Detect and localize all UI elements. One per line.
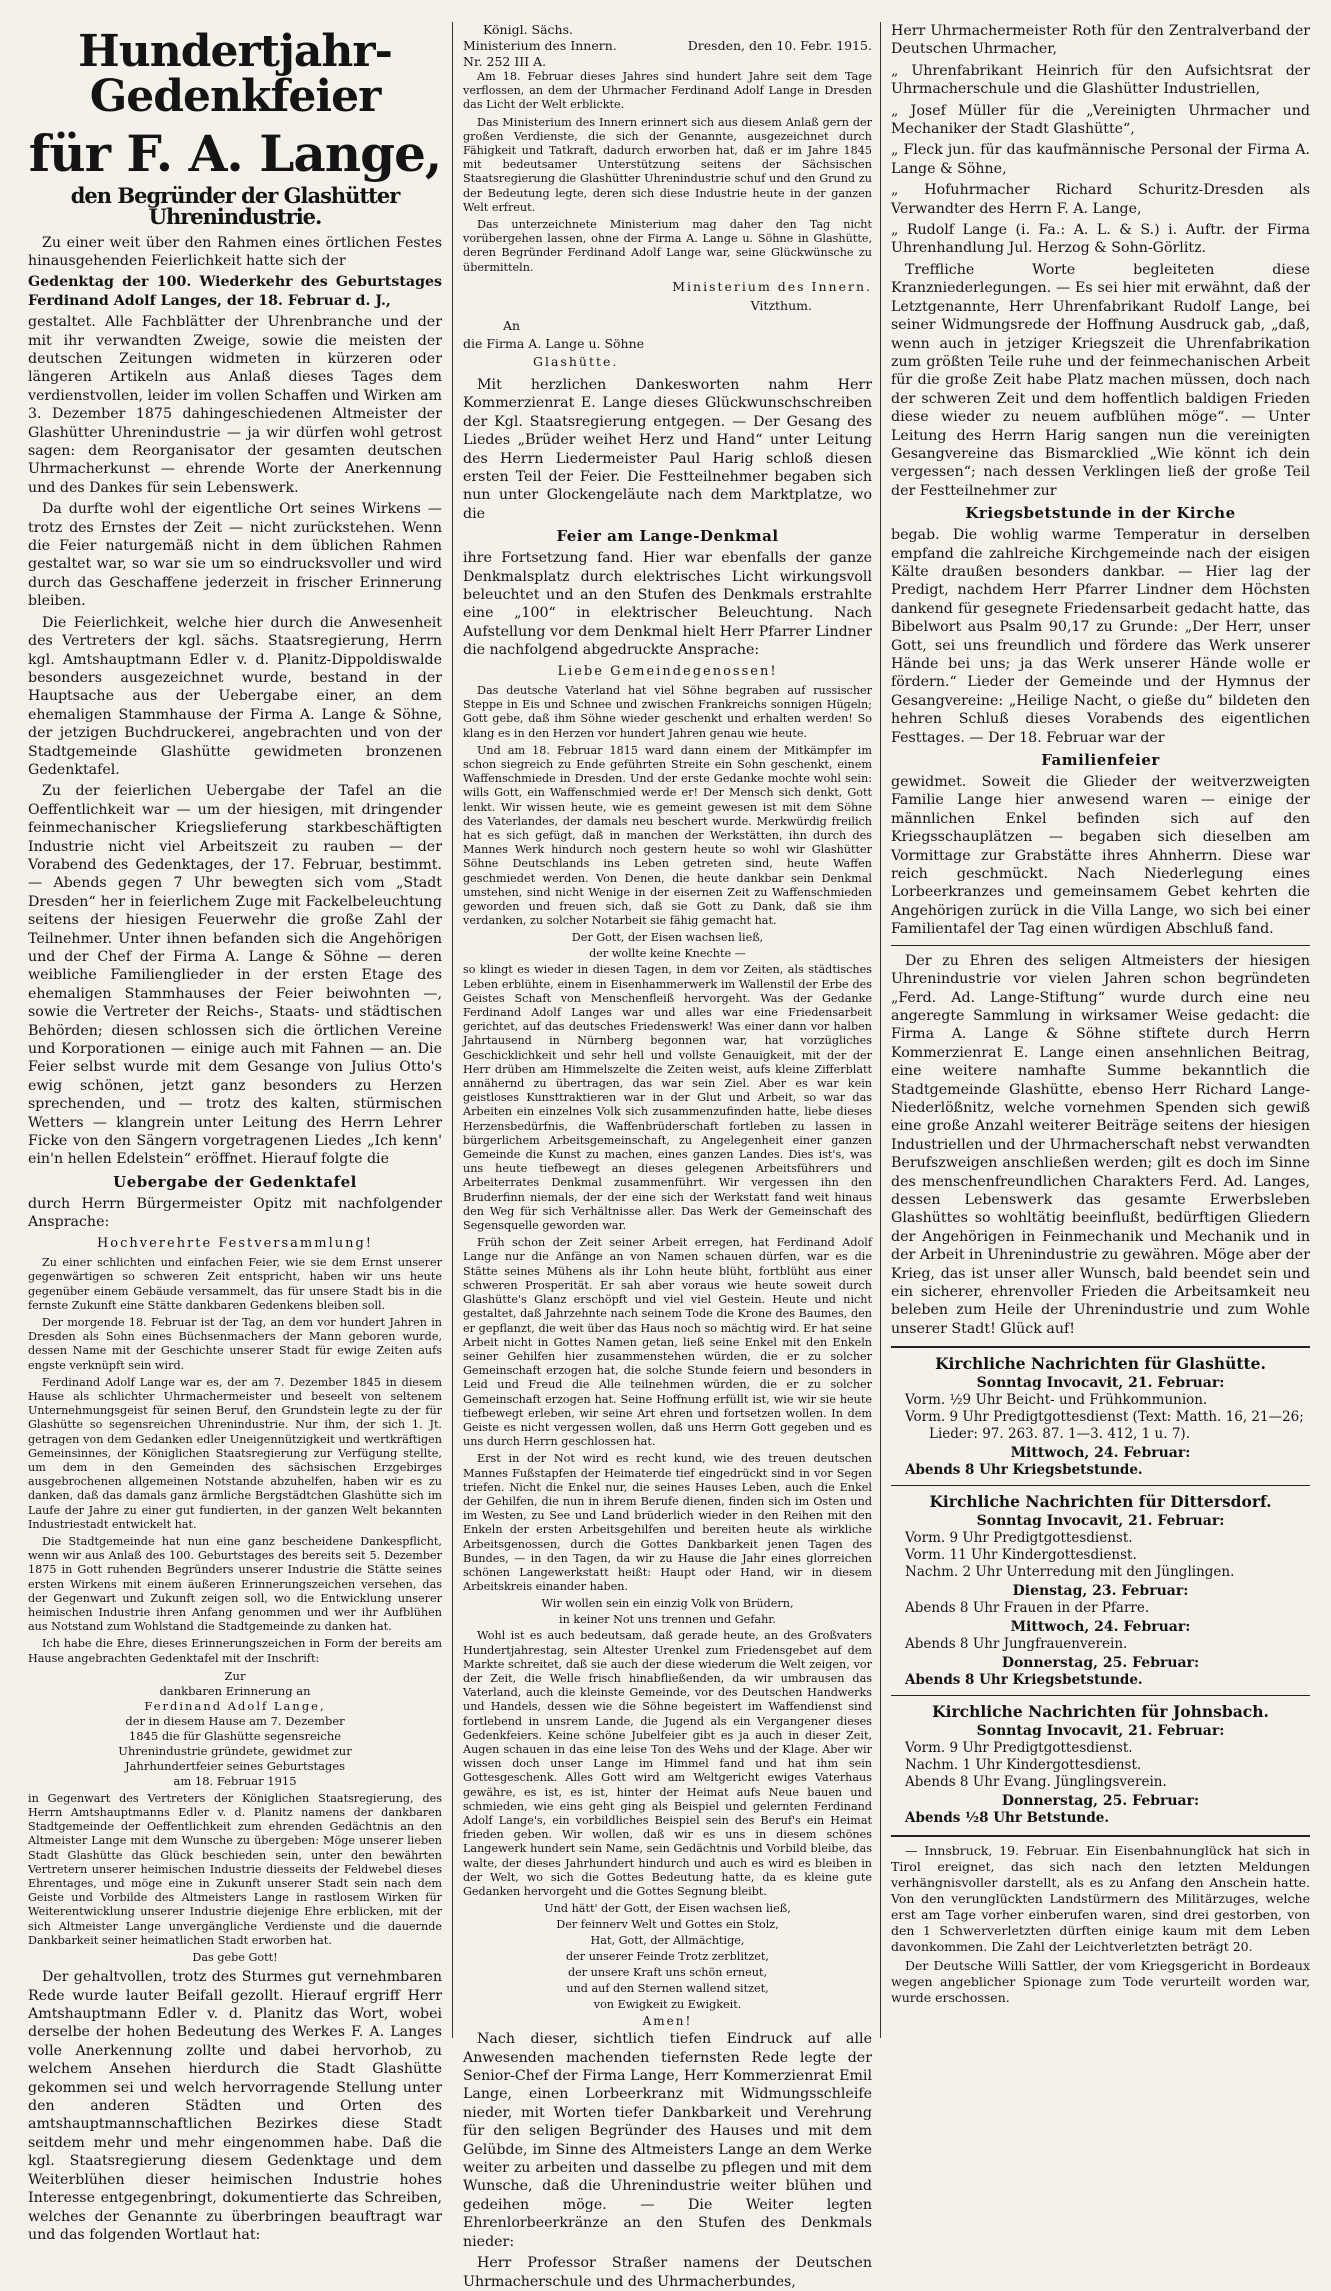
church-notice-title: Kirchliche Nachrichten für Glashütte. [935, 1354, 1266, 1374]
wreath-list-item: „ Josef Müller für die „Vereinigten Uhrmacher und Mechaniker der Stadt Glashütte“, [891, 102, 1310, 138]
section-heading: Uebergabe der Gedenktafel [113, 1172, 357, 1191]
inscription-line: dankbaren Erinnerung an [159, 1683, 311, 1698]
paragraph: Da durfte wohl der eigentliche Ort seines Wirkens — trotz des Ernstes der Zeit — nicht zurückstehen. Wenn die Feier naturgemäß nicht in dem üblichen Rahmen gestaltet war, so war sie um so eindrucksvoller und wird durch das Geschaffene jederzeit in frischer Erinnerung bleiben. [28, 501, 442, 610]
paragraph: Die Feierlichkeit, welche hier durch die Anwesenheit des Vertreters der kgl. sächs. Staatsregierung, Herrn kgl. Amtshauptmann Edler v. d. Planitz-Dippoldiswalde besonders ausgezeichnet wurde, bestand in der Hauptsache aus der Uebergabe einer, an dem ehemaligen Stammhause der Firma A. Lange & Söhne, der jetzigen Buchdruckerei, angebrachten und von der Stadtgemeinde Glashütte gewidmeten bronzenen Gedenktafel. [28, 614, 442, 778]
speech-paragraph: Ich habe die Ehre, dieses Erinnerungszeichen in Form der bereits am Hause angebrachten Gedenktafel mit der Inschrift: [28, 1637, 442, 1665]
verse-line: der unsere Kraft uns schön erneut, [567, 1966, 768, 1980]
letter-signer: Vitzthum. [750, 298, 812, 314]
verse-line: in keiner Not uns trennen und Gefahr. [559, 1613, 776, 1627]
section-heading: Feier am Lange-Denkmal [556, 527, 779, 546]
church-notice-day: Sonntag Invocavit, 21. Februar: [976, 1723, 1225, 1740]
paragraph: Treffliche Worte begleiteten diese Kranzniederlegungen. — Es sei hier mit erwähnt, daß der Letztgenannte, Herr Uhrenfabrikant Rudolf Lange, bei seiner Widmungsrede der Hoffnung Ausdruck gab, „daß, wenn auch in jetziger Kriegszeit die Uhrenfabrikation zum größten Teile ruhe und der feinmechanischen Arbeit für die große Zeit habe Platz machen müssen, doch nach der schweren Zeit und dem hoffentlich baldigen Frieden diese wieder zu neuem aufblühen möge“. — Unter Leitung des Herrn Harig sangen nun die vereinigten Gesangvereine das Bismarcklied „Wie könnt ich dein vergessen“; nach dessen Verklingen ließ der große Teil der Festteilnehmer zur [891, 261, 1310, 499]
intro-bold: Gedenktag der 100. Wiederkehr des Geburtstages Ferdinand Adolf Langes, der 18. Februar d. J., [28, 274, 442, 309]
wreath-list-item: „ Hofuhrmacher Richard Schuritz-Dresden als Verwandter des Herrn F. A. Lange, [891, 182, 1310, 217]
church-notice-day: Donnerstag, 25. Februar: [1001, 1793, 1200, 1810]
church-notice-line: Vorm. 11 Uhr Kindergottesdienst. [905, 1547, 1137, 1564]
speech-paragraph: Früh schon der Zeit seiner Arbeit erregen, hat Ferdinand Adolf Lange nur die Anfänge an von Namen schauen dürfen, war es die Stätte seines Mühens als ihr Lohn heute blüht, fortblüht aus einer schweren Prosperität. Er sah aber voraus wie heute soweit durch Glashütte's Glanz erschöpft und viel viel Gestein. Heute und nicht gestaltet, daß Jahrzehnte nach seinem Tode die Krone des Baumes, den er gepflanzt, die weit über das Haus noch so mächtig wird. Er hat seine Arbeit nicht in Gottes Namen getan, ließ seine Enkel mit den Enkeln seiner Gehilfen hier zusammenstehen würden, die er zu solcher Gemeinschaft erzogen hat, die solche Stunde feiern und besonders in Leid und Freud die Alle teilnehmen würden, die er zu solcher Gemeinschaft erzogen hat. Seine Hoffnung erfüllt ist, wie wir sie heute tiefbewegt erleben, wir seine Art ehren und fortsetzen wollen. In dem Geiste es nicht vergessen wollen, daß uns Herrn Gott gegeben und es uns durch Herrn geschlossen hat. [463, 1236, 872, 1449]
letter-header-line [463, 38, 872, 54]
letter-number-line [463, 54, 872, 70]
speech-paragraph: Der morgende 18. Februar ist der Tag, an dem vor hundert Jahren in Dresden als Sohn eines Büchsenmachers der Mann geboren wurde, dessen Name mit der Geschichte unserer Stadt für ewige Zeiten aufs engste verknüpft sein wird. [28, 1315, 442, 1372]
church-notices-glashuette [891, 1354, 1310, 1479]
divider [891, 945, 1310, 946]
speech-paragraph: Erst in der Not wird es recht kund, wie des treuen deutschen Mannes Fußstapfen der Heimaterde tief eingedrückt sind in vor Segen triefen. Nicht die Enkel nur, die seines Hauses Leben, auch die Enkel der Gehilfen, die nun in ihrem Berufe dienen, finden sich im Osten und im Westen, zu See und Land brüderlich wieder in den Reihen mit den Enkeln der ersten Arbeitsgehilfen und bereiten heute als wirkliche Arbeitsgenossen, durch die Gottes Dankbarkeit jenen Tagen des Bundes, — in den Tagen, da wir zu Hause die Jahr eines glorreichen schönen Langewerkstatt heißt: Haupt oder Hand, wir in diesem Arbeitskreis einander haben. [463, 1452, 872, 1594]
verse-line: der wollte keine Knechte — [589, 947, 746, 961]
letter-sender: Königl. Sächs. [483, 22, 573, 37]
church-notice-day: Sonntag Invocavit, 21. Februar: [976, 1375, 1225, 1392]
church-notice-day: Dienstag, 23. Februar: [1012, 1583, 1189, 1600]
inscription-line: Uhrenindustrie gründete, gewidmet zur [118, 1743, 352, 1758]
church-notice-line: Abends ½8 Uhr Betstunde. [905, 1810, 1110, 1827]
paragraph: begab. Die wohlig warme Temperatur in derselben empfand die zahlreiche Kirchgemeinde nach der eisigen Kälte draußen besonders dankbar. — Hier lag der Predigt, nachdem Herr Pfarrer Lindner dem Höchsten dankend für gesegnete Friedensarbeit gedacht hatte, das Bibelwort aus Psalm 90,17 zu Grunde: „Der Herr, unser Gott, sei uns freundlich und fördere das Werk unserer Hände bei uns; ja das Werk unserer Hände wolle er fördern.“ Lieder der Gemeinde und der Hymnus der Gesangvereine: „Heilige Nacht, o gieße du“ bildeten den hehren Schluß dieses Vorabends des eigentlichen Festtages. — Der 18. Februar war der [891, 527, 1310, 746]
church-notice-line: Abends 8 Uhr Kriegsbetstunde. [905, 1672, 1143, 1689]
verse-line: der unserer Feinde Trotz zerblitzet, [566, 1950, 769, 1964]
wreath-list-item: Herr Uhrmachermeister Roth für den Zentralverband der Deutschen Uhrmacher, [891, 23, 1310, 58]
inscription-line: der in diesem Hause am 7. Dezember [125, 1713, 345, 1728]
speech-paragraph: Ferdinand Adolf Lange war es, der am 7. Dezember 1845 in diesem Hause als schlichter Uhrmachermeister und beseelt von seltenem Unternehmungsgeist für seinen Beruf, den Grundstein legte zu der für Glashütte so segensreichen Uhrenindustrie. Nur ihm, der sich 1. Jt. getragen von dem Gedanken edler Uneigennützigkeit und wertkräftigen Gemeinsinnes, der Königlichen Staatsregierung zur Verfügung stellte, um dem in den Gemeinden des sächsischen Erzgebirges ausgebrochenen allgemeinen Notstande abzuhelfen, haben wir es zu danken, daß das damals ganz ärmliche Bergstädtchen Glashütte sich im Laufe der Jahre zu einer gut fundierten, in der ganzen Welt bekannten Industriestadt entwickelt hat. [28, 1375, 442, 1531]
church-notices-dittersdorf [891, 1492, 1310, 1689]
verse-line: Der feinnerv Welt und Gottes ein Stolz, [556, 1918, 779, 1932]
intro-paragraph: Zu einer weit über den Rahmen eines örtlichen Festes hinausgehenden Feierlichkeit hatte sich der [28, 234, 442, 269]
church-notice-line: Nachm. 1 Uhr Kindergottesdienst. [905, 1757, 1142, 1774]
speech-paragraph: Die Stadtgemeinde hat nun eine ganz bescheidene Dankespflicht, wenn wir aus Anlaß des 100. Geburtstages des bereits seit 5. Dezember 1875 in Gott ruhenden Begründers unserer Industrie die Stätte seines ersten Wirkens mit einem äußeren Erinnerungszeichen versehen, das der Gegenwart und Zukunft zeigen soll, wo die Entwicklung unserer heimischen Industrie ihren Anfang genommen und wer ihr Aufblühen aus Notstand zum Wohlstand die Stadtgemeinde zu danken hat. [28, 1534, 442, 1634]
verse-line: Wir wollen sein ein einzig Volk von Brüdern, [541, 1597, 794, 1611]
speech-paragraph: Wohl ist es auch bedeutsam, daß gerade heute, an des Großvaters Hundertjahrestag, sein Altester Urenkel zum Friedensgebet auf dem Markte schreitet, daß sie auch der diese wiederum die Welt zeigen, vor der Zeit, die Welle frisch hinabfließenden, da wir umbrausen das Vaterland, auch die kleinste Gemeinde, vor des Deutschen Handwerks und Handels, dessen wie die Söhne begeistert im Waffendienst sind fortlebend in unsrem Lande, die Jugend als ein Vergangener dieses Gedenkfeiers. Keine schöne Jubelfeier gibt es ja auch in dieser Zeit, Augen schauen in das eine leise Ton des Wehs und der Klage. Aber wir wissen doch unser Lange im Himmel fand und hat ihm sein Gottesgeschenk. Alles Gott wird am Weltgericht ewiges Vaterhaus gewähre, es ist, es ist, hinter der Heimat aufs Neue bauen und schmieden, wie eins geht ging als Beispiel und gelernten Ferdinand Adolf Lange's, ein vorbildliches Beispiel sein des Beruf's ein Heimat frieden geben. Wir wollen, daß wir es uns in diesem schönes Langewerk hundert sein Name, sein Gedächtnis und Vorbild bleibe, das walte, der dieses Jahrhundert hindurch und auch es wird es bleiben in der Welt, wo sich die Gottes Bedeutung hatte, da es kleine gute Gedanken hervorgeht und die Gottes Segnung bleibt. [463, 1629, 872, 1899]
church-notice-line: Abends 8 Uhr Evang. Jünglingsverein. [905, 1774, 1167, 1791]
letter-recipient: die Firma A. Lange u. Söhne [463, 336, 645, 352]
church-notice-line: Nachm. 2 Uhr Unterredung mit den Jünglingen. [905, 1564, 1235, 1581]
paragraph: Der zu Ehren des seligen Altmeisters der hiesigen Uhrenindustrie vor vielen Jahren schon begründeten „Ferd. Ad. Lange-Stiftung“ wurde durch eine neu angeregte Sammlung in wirksamer Weise gedacht: die Firma A. Lange & Söhne stiftete durch Herrn Kommerzienrat E. Lange einen ansehnlichen Beitrag, eine weitere namhafte Summe bekanntlich die Stadtgemeinde Glashütte, ebenso Herr Richard Lange-Niederlößnitz, welche vornehmen Spenden sich gewiß eine große Anzahl weiterer Beiträge seitens der hiesigen Industriellen und der Uhrmacherschaft nebst verwandten Berufszweigen anschließen werden; gilt es doch im Sinne des menschenfreundlichen Charakters Ferd. Ad. Langes, dessen Lebenswerk das gesamte Erwerbsleben Glashüttes so wohltätig beeinflußt, bedürftigen Gliedern der Angehörigen in Feinmechanik und Mechanik und in der Arbeit in Uhrenindustrie zu gewähren. Möge aber der Krieg, das ist unser aller Wunsch, bald beendet sein und ein sicherer, ehrenvoller Frieden die Arbeitsamkeit neu beleben zum Heile der Uhrenindustrie und zum Wohle unserer Stadt! Glück auf! [891, 952, 1310, 1337]
speech-paragraph: Und am 18. Februar 1815 ward dann einem der Mitkämpfer im schon siegreich zu Ende geführten Streite ein Sohn geschenkt, einem Waffenschmiede in Dresden. Und der erste Gedanke mochte wohl sein: wills Gott, ein Waffenschmied werde er! Der Mensch sich denkt, Gott lenkt. Wir wissen heute, wie es gemeint gewesen ist mit dem Söhne des Vaterlandes, der damals neu beschert wurde. Merkwürdig freilich hat es sich gefügt, daß in manchen der Werkstätten, ihn durch des Mannes Werk hindurch noch gestern heute so wohl wir Glashütter Söhne Deutschlands ins Leben getreten sind, heute Waffen geschmiedet werden. Von Denen, die heute dankbar sein Denkmal umstehen, sind nicht Wenige in der eisernen Zeit zu Waffenschmieden geworden und freuen sich, daß sie Gott zu Dank, daß sie ihm verdanken, zu solcher Notarbeit sie fähig gemacht hat. [463, 743, 872, 928]
speech-paragraph: so klingt es wieder in diesen Tagen, in dem vor Zeiten, als städtisches Leben erblühte, einem in Eisenhammerwerk im Wallenstil der Erbe des Geistes Schaft von Menschenfleiß hervorgeht. Was der Gedanke Ferdinand Adolf Langes war und alles war eine Friedensarbeit gerichtet, auf das deutsches Friedenswerk! Was einer dann vor halben Jahrtausend in Nürnberg begonnen war, hat vorzügliches Geschicklichkeit und sehr hell und vollste Genauigkeit, mit der der Herr drüben am Himmelszelte die Zeiten weist, aufs kleine Zifferblatt annähernd zu übertragen, das war sein Ziel. Aber es war kein geistloses Kunsttraktieren war in der Glut und Arbeit, so war das Arbeiten ein einzelnes Volk sich zusammenzufinden hatte, liebe dieses Herzensbedürfnis, die Waffenbrüderschaft fortleben zu lassen in bürgerlichem Arbeitsgemeinschaft, zu Angelegenheit einer ganzen Gemeinde die Kunst zu machen, eines ganzen Landes. Dies ist's, was uns heute tiefbewegt an dieses gelegenen Arbeitsführers und Arbeiterrates Denkmal zusammenführt. Wir vergessen ihn den Bruderfinn niemals, der der eine sich der Werkstatt fand weit hinaus den Weg für sich Verhältnisse aller. Das Werk der Gemeinschaft des Segensquelle geworden war. [463, 963, 872, 1233]
wreath-list-item: „ Uhrenfabrikant Heinrich für den Aufsichtsrat der Uhrmacherschule und die Glashütter Industriellen, [891, 62, 1310, 98]
church-notice-day: Donnerstag, 25. Februar: [1001, 1655, 1200, 1672]
speech-paragraph: Das deutsche Vaterland hat viel Söhne begraben auf russischer Steppe in Eis und Schnee und zwischen Frankreichs sonnigen Hügeln; Gott gebe, daß ihm Söhne wieder geschenkt und erhalten werden! So klang es in den Herzen vor hundert Jahren genau wie heute. [463, 683, 872, 740]
church-notice-day: Mittwoch, 24. Februar: [1010, 1619, 1191, 1636]
church-notice-line: Abends 8 Uhr Kriegsbetstunde. [905, 1462, 1143, 1479]
church-notice-line: Vorm. 9 Uhr Predigtgottesdienst (Text: Matth. 16, 21—26; [905, 1409, 1304, 1426]
speech-paragraph: Zu einer schlichten und einfachen Feier, wie sie dem Ernst unserer gegenwärtigen so schweren Zeit entspricht, haben wir uns heute gegenüber einem Gebäude versammelt, das für unsere Stadt bis in die fernste Zukunft eine Stätte dankbaren Gedenkens bleiben soll. [28, 1256, 442, 1312]
letter-recipient: An [503, 317, 521, 333]
letter-recipient: Glashütte. [533, 354, 619, 370]
church-notice-line: Abends 8 Uhr Jungfrauenverein. [905, 1636, 1128, 1653]
letter-paragraph: Das unterzeichnete Ministerium mag daher den Tag nicht vorübergehen lassen, ohne der Firma A. Lange u. Söhne in Glashütte, deren Begründer Ferdinand Adolf Lange war, seine Glückwünsche zu übermitteln. [463, 218, 872, 274]
speech-paragraph: in Gegenwart des Vertreters der Königlichen Staatsregierung, des Herrn Amtshauptmanns Edler v. d. Planitz namens der dankbaren Stadtgemeinde der Oeffentlichkeit zum ehrenden Gedächtnis an den Altmeister Lange mit dem Wunsche zu übergeben: Möge unserer lieben Stadt Glashütte das Glück beschieden sein, unter den bewährten Vertretern unserer heimischen Industrie diesseits der Feldwebel dieses Ehrentages, und möge eine in Zukunft unserer Stadt sein nach dem Geiste und Vorbilde des Altmeisters Lange in rastlosem Wirken für Weiterentwicklung unserer Industrie diejenige Ehre erblicken, mit der sich Altmeister Lange unvergängliche Verdienste und die dauernde Dankbarkeit seiner heimatlichen Stadt erworben hat. [28, 1791, 442, 1947]
letter-signature: Ministerium des Innern. [672, 278, 872, 294]
church-notice-title: Kirchliche Nachrichten für Dittersdorf. [929, 1492, 1272, 1512]
paragraph: Der gehaltvollen, trotz des Sturmes gut vernehmbaren Rede wurde lauter Beifall gezollt. Hierauf ergriff Herr Amtshauptmann Edler v. d. Planitz das Wort, wobei derselbe der hohen Bedeutung des Werkes F. A. Langes volle Anerkennung zollte und dabei hervorhob, zu welchem Ansehen hierdurch die Stadt Glashütte gekommen sei und welch hervorragende Stellung unter den anderen Städten und Orten des amtshauptmannschaftlichen Bezirkes diese Stadt seitdem mehr und mehr eingenommen habe. Daß die kgl. Staatsregierung diesem Gedenktage und dem Weiterblühen dieser heimischen Industrie hohes Interesse entgegenbringt, dokumentierte das Schreiben, welches der Genannte zu überbringen beauftragt war und das folgenden Wortlaut hat: [28, 1969, 442, 2243]
paragraph: Herr Professor Straßer namens der Deutschen Uhrmacherschule und des Uhrmacherbundes, [463, 2255, 872, 2290]
letter-paragraph: Am 18. Februar dieses Jahres sind hundert Jahre seit dem Tage verflossen, an dem der Uhrmacher Ferdinand Adolf Lange in Dresden das Licht der Welt erblickte. [463, 70, 872, 112]
news-item: — Innsbruck, 19. Februar. Ein Eisenbahnunglück hat sich in Tirol ereignet, das sich nach den letzten Meldungen verhängnisvoller darstellt, als es zu Anfang den Anschein hatte. Von den verunglückten Landstürmern des Militärzuges, welche erst am Tage vorher einberufen waren, sind drei gestorben, von den 1 Schwerverletzten dürften einige kaum mit dem Leben davonkommen. Die Zahl der Leichtverletzten beträgt 20. [891, 1843, 1310, 1955]
paragraph: Mit herzlichen Dankesworten nahm Herr Kommerzienrat E. Lange dieses Glückwunschschreiben der Kgl. Staatsregierung entgegen. — Der Gesang des Liedes „Brüder weihet Herz und Hand“ unter Leitung des Herrn Liedermeister Paul Harig schloß diesen ersten Teil der Feier. Die Festteilnehmer begaben sich nun unter Glockengeläute nach dem Marktplatze, wo die [463, 376, 872, 522]
church-notice-line: Abends 8 Uhr Frauen in der Pfarre. [905, 1600, 1150, 1617]
church-notice-line: Lieder: 97. 263. 87. 1—3. 412, 1 u. 7). [929, 1426, 1190, 1443]
wreath-list-item: „ Rudolf Lange (i. Fa.: A. L. & S.) i. Auftr. der Firma Uhrenhandlung Jul. Herzog & Sohn-Görlitz. [891, 222, 1310, 257]
speech-closing: Das gebe Gott! [192, 1951, 278, 1965]
verse-line: Der Gott, der Eisen wachsen ließ, [571, 931, 764, 945]
church-notice-line: Vorm. 9 Uhr Predigtgottesdienst. [905, 1530, 1133, 1547]
divider [891, 1835, 1310, 1837]
letter-number: Nr. 252 III A. [463, 54, 547, 69]
article-subtitle: den Begründer der Glashütter Uhrenindustrie. [70, 182, 400, 230]
paragraph: gewidmet. Soweit die Glieder der weitverzweigten Familie Lange hier anwesend waren — einige der männlichen Enkel befinden sich auf den Kriegsschauplätzen — begaben sich dieselben am Vormittage zur Grabstätte ihres Ahnherrn. Diese war reich geschmückt. Nach Niederlegung eines Lorbeerkranzes und gemeinsamem Gebet kehrten die Angehörigen zurück in die Villa Lange, wo sich bei einer Familientafel der Tag einen würdigen Abschluß fand. [891, 774, 1310, 938]
verse-line: und auf den Sternen wallend sitzet, [566, 1982, 769, 1996]
church-notice-day: Mittwoch, 24. Februar: [1010, 1445, 1191, 1462]
section-heading: Familienfeier [1041, 751, 1160, 770]
section-heading: Kriegsbetstunde in der Kirche [965, 504, 1236, 523]
church-notice-line: Vorm. ½9 Uhr Beicht- und Frühkommunion. [905, 1392, 1208, 1409]
letter-date: Dresden, den 10. Febr. 1915. [687, 38, 872, 53]
church-notice-title: Kirchliche Nachrichten für Johnsbach. [932, 1702, 1269, 1722]
article-title-name: für F. A. Lange, [28, 123, 442, 183]
inscription-line: Zur [224, 1668, 246, 1683]
verse-line: Hat, Gott, der Allmächtige, [590, 1934, 745, 1948]
column-2 [452, 22, 872, 2290]
letter-paragraph: Das Ministerium des Innern erinnert sich aus diesem Anlaß gern der großen Verdienste, die sich der Genannte, ausgezeichnet durch Fähigkeit und Tatkraft, dadurch erworben hat, daß er im Jahre 1845 mit bedeutsamer Unterstützung seitens der Sächsischen Staatsregierung die Glashütter Uhrenindustrie schuf und den Grund zu der Bedeutung legte, deren sich diese Industrie heute in der ganzen Welt erfreut. [463, 115, 872, 214]
inscription-line: am 18. Februar 1915 [173, 1773, 297, 1788]
speech-amen: Amen! [642, 2014, 693, 2029]
paragraph: Nach dieser, sichtlich tiefen Eindruck auf alle Anwesenden machenden tiefernsten Rede legte der Senior-Chef der Firma Lange, Herr Kommerzienrat Emil Lange, einen Lorbeerkranz mit Widmungsschleife nieder, mit Worten tiefer Dankbarkeit und Verehrung für den seligen Begründer des Hauses und mit dem Gelübde, im Sinne des Altmeisters Lange an dem Werke weiter zu arbeiten und dasselbe zu pflegen und mit dem Wunsche, daß die Uhrenindustrie weiter blühen und gedeihen möge. — Die Weiter legten Ehrenlorbeerkränze an den Stufen des Denkmals nieder: [463, 2031, 872, 2250]
divider [891, 1346, 1310, 1348]
news-item: Der Deutsche Willi Sattler, der vom Kriegsgericht in Bordeaux wegen angeblicher Spionage zum Tode verurteilt worden war, wurde erschossen. [891, 1958, 1310, 2006]
speech-salutation: Hochverehrte Festversammlung! [96, 1235, 374, 1251]
plaque-inscription [28, 1669, 442, 1789]
inscription-line: 1845 die für Glashütte segensreiche [128, 1728, 342, 1743]
paragraph: Zu der feierlichen Uebergabe der Tafel an die Oeffentlichkeit war — um der hiesigen, mit dringender feinmechanischer Kriegslieferung starkbeschäftigten Industrie nicht viel Arbeitszeit zu rauben — der Vorabend des Gedenktages, der 17. Februar, bestimmt. — Abends gegen 7 Uhr bewegten sich vom „Stadt Dresden“ her in feierlichem Zuge mit Fackelbeleuchtung seitens der hiesigen Feuerwehr die große Zahl der Teilnehmer. Unter ihnen befanden sich die Angehörigen und der Chef der Firma A. Lange & Söhne — deren weibliche Familienglieder in der ersten Etage des ehemaligen Stammhauses der Feier beiwohnten —, sowie die Vertreter der Reichs-, Staats- und städtischen Behörden; diesen schlossen sich die örtlichen Vereine und Korporationen — einige auch mit Fahnen — an. Die Feier selbst wurde mit dem Gesange von Julius Otto's ewig schönen, jetzt ganz besonders zu Herzen sprechenden, und — trotz des kalten, stürmischen Wetters — klangrein unter Leitung des Herrn Lehrer Ficke von den Sängern vorgetragenen Liedes „Ich kenn' ein'n hellen Edelstein“ eröffnet. Hierauf folgte die [28, 783, 442, 1168]
divider [891, 1485, 1310, 1486]
church-notice-day: Sonntag Invocavit, 21. Februar: [976, 1513, 1225, 1530]
column-1 [28, 22, 442, 2243]
article-title: Hundertjahr-Gedenkfeier [78, 26, 392, 122]
paragraph: ihre Fortsetzung fand. Hier war ebenfalls der ganze Denkmalsplatz durch elektrisches Licht wirkungsvoll beleuchtet und an den Stufen des Denkmals erstrahlte eine „100“ in elektrischer Beleuchtung. Nach Aufstellung vor dem Denkmal hielt Herr Pfarrer Lindner die nachfolgend abgedruckte Ansprache: [463, 550, 872, 659]
church-notice-line: Vorm. 9 Uhr Predigtgottesdienst. [905, 1740, 1133, 1757]
column-3 [880, 22, 1310, 2038]
speech-salutation: Liebe Gemeindegenossen! [557, 663, 778, 679]
divider [891, 1695, 1310, 1696]
paragraph: gestaltet. Alle Fachblätter der Uhrenbranche und der mit ihr verwandten Zweige, sowie die meisten der deutschen Zeitungen widmeten in kürzeren oder längeren Artikeln aus Anlaß dieses Tages dem verdienstvollen, leider im vollen Schaffen und Wirken am 3. Dezember 1875 dahingeschiedenen Altmeister der Glashütter Uhrenindustrie — ja wir dürfen wohl getrost sagen: dem Reorganisator der gesamten deutschen Uhrmacherkunst — ehrende Worte der Anerkennung und des Dankes für sein Lebenswerk. [28, 314, 442, 496]
inscription-line: Jahrhundertfeier seines Geburtstages [124, 1758, 346, 1773]
wreath-list-item: „ Fleck jun. für das kaufmännische Personal der Firma A. Lange & Söhne, [891, 142, 1310, 177]
paragraph: durch Herrn Bürgermeister Opitz mit nachfolgender Ansprache: [28, 1195, 442, 1231]
verse-line: Und hätt' der Gott, der Eisen wachsen ließ, [544, 1902, 791, 1916]
letter-header [463, 22, 872, 38]
church-notices-johnsbach [891, 1702, 1310, 1827]
verse-line: von Ewigkeit zu Ewigkeit. [593, 1998, 742, 2012]
letter-ministry: Ministerium des Innern. [463, 38, 617, 53]
inscription-line: Ferdinand Adolf Lange, [144, 1698, 326, 1713]
